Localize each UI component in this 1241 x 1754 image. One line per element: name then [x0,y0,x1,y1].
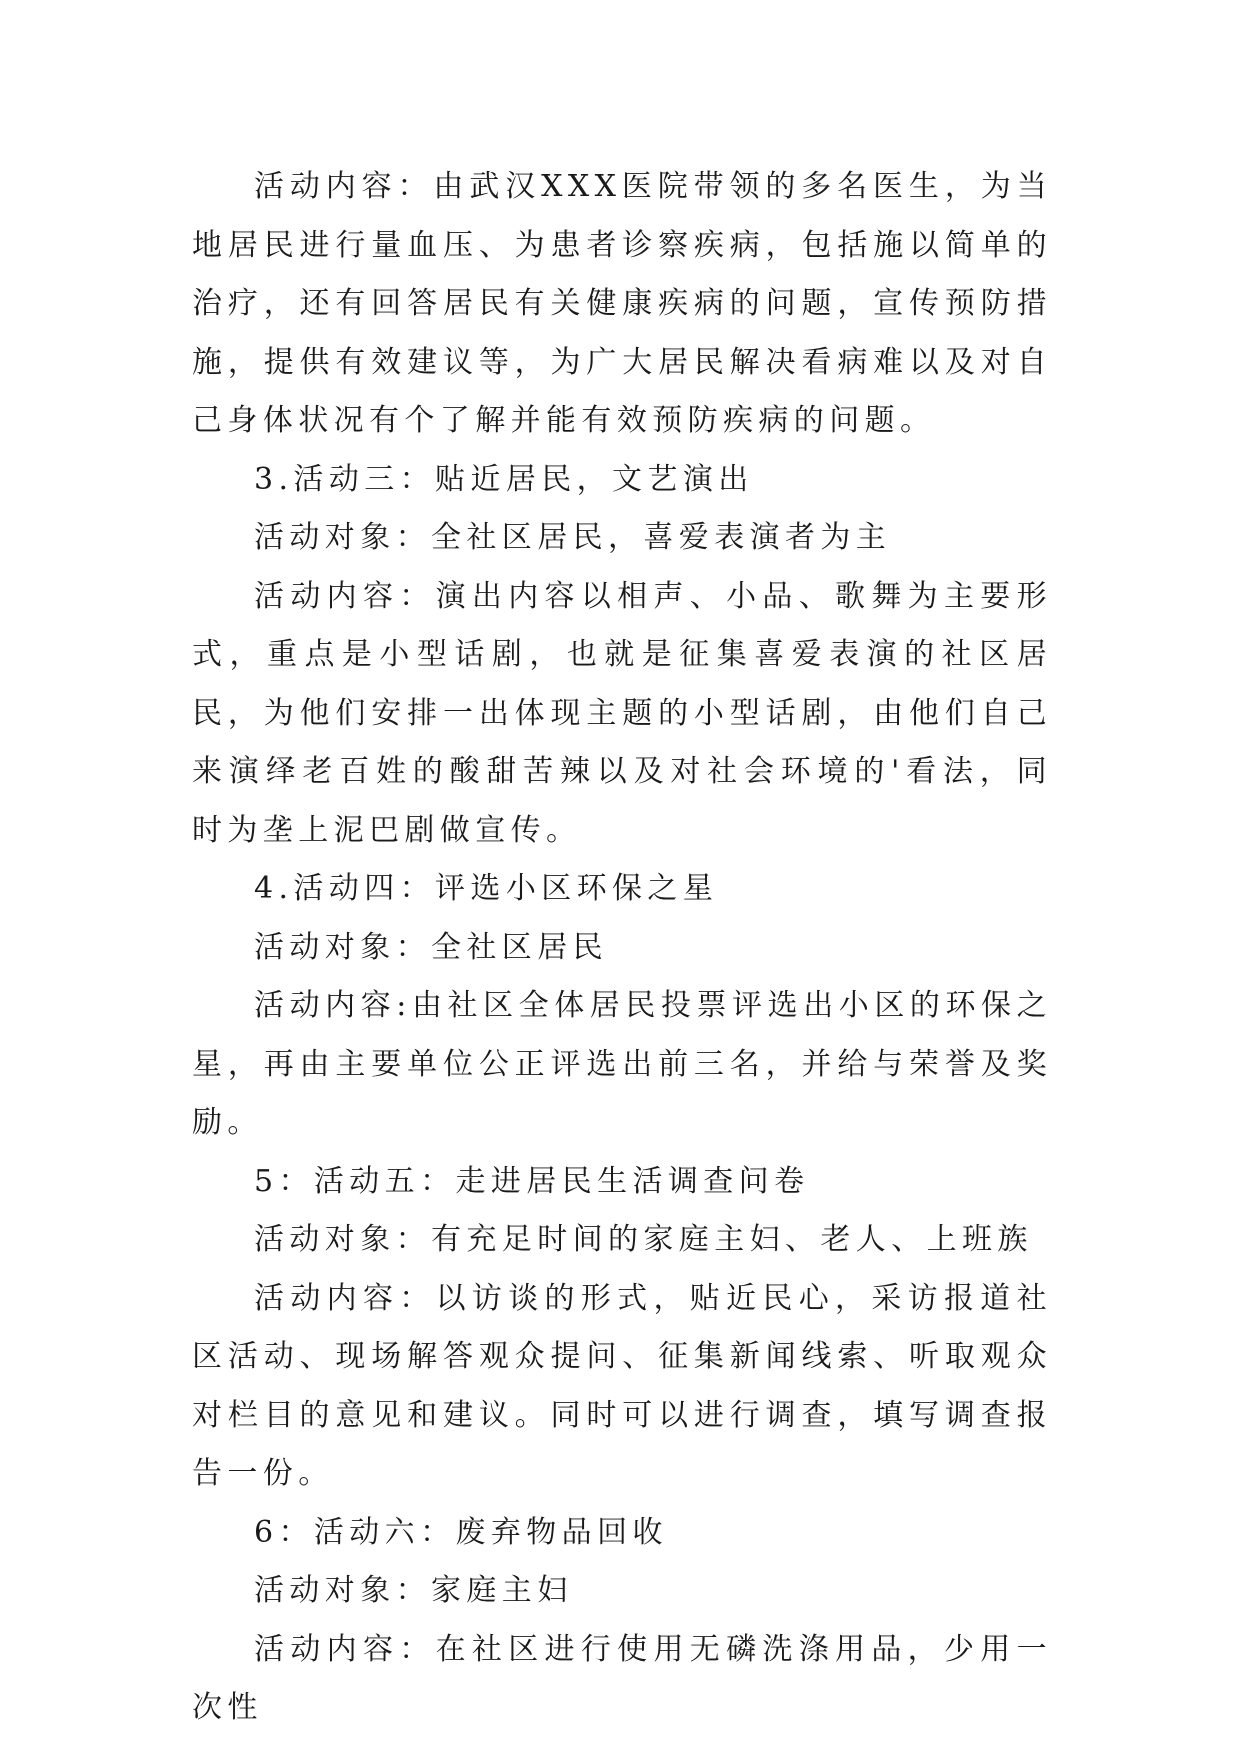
paragraph-activity-content-medical: 活动内容：由武汉XXX医院带领的多名医生，为当地居民进行量血压、为患者诊察疾病，包括施以简单的治疗，还有回答居民有关健康疾病的问题，宣传预防措施，提供有效建议等，为广大居民解决看病难以及对自己身体状况有个了解并能有效预防疾病的问题。 [192,169,1052,438]
heading-activity-three: 3.活动三：贴近居民，文艺演出 [254,461,754,497]
paragraph-activity-five-target: 活动对象：有充足时间的家庭主妇、老人、上班族 [254,1222,1033,1257]
paragraph-activity-five-content: 活动内容：以访谈的形式，贴近民心，采访报道社区活动、现场解答观众提问、征集新闻线索、听取观众对栏目的意见和建议。同时可以进行调查，填写调查报告一份。 [192,1280,1052,1491]
paragraph-activity-four-content: 活动内容:由社区全体居民投票评选出小区的环保之星，再由主要单位公正评选出前三名，并给与荣誉及奖励。 [192,988,1052,1140]
heading-activity-six: 6：活动六：废弃物品回收 [254,1514,668,1550]
paragraph-activity-six-target: 活动对象：家庭主妇 [254,1573,573,1608]
paragraph-activity-six-content: 活动内容：在社区进行使用无磷洗涤用品，少用一次性 [192,1631,1052,1725]
document-body [192,158,1052,1738]
paragraph-activity-three-content: 活动内容：演出内容以相声、小品、歌舞为主要形式，重点是小型话剧，也就是征集喜爱表演的社区居民，为他们安排一出体现主题的小型话剧，由他们自己来演绎老百姓的酸甜苦辣以及对社会环境的'看法，同时为垄上泥巴剧做宣传。 [192,578,1052,848]
heading-activity-five: 5：活动五：走进居民生活调查问卷 [254,1163,810,1199]
heading-activity-four: 4.活动四：评选小区环保之星 [254,871,719,906]
paragraph-activity-three-target: 活动对象：全社区居民，喜爱表演者为主 [254,520,892,555]
paragraph-activity-four-target: 活动对象：全社区居民 [254,929,608,965]
